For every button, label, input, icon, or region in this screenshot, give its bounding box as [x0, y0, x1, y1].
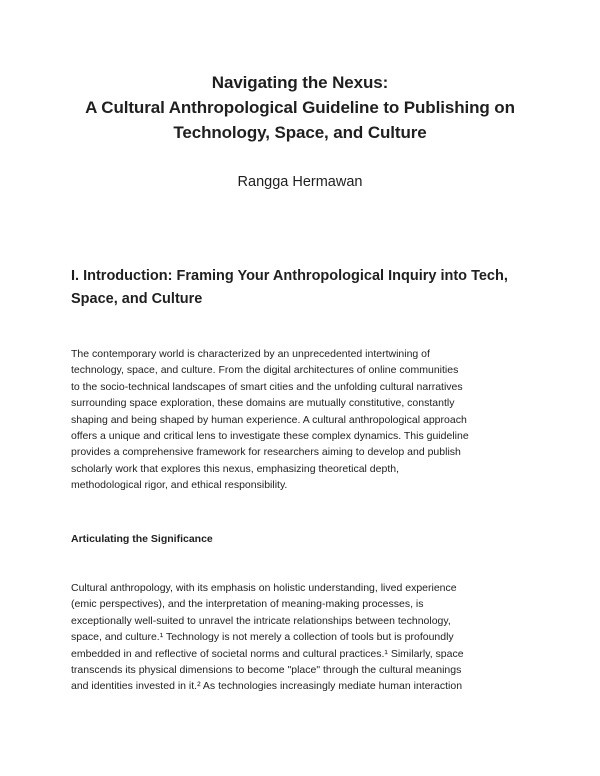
paragraph-line: exceptionally well-suited to unravel the intricate relationships between technology, — [71, 614, 451, 627]
intro-paragraph — [71, 346, 541, 494]
paragraph-line: transcends its physical dimensions to become "place" through the cultural meanings — [71, 664, 462, 677]
section-heading-line: Space, and Culture — [71, 291, 203, 307]
paragraph-line: technology, space, and culture. From the digital architectures of online communities — [71, 364, 459, 377]
paragraph-line: surrounding space exploration, these domains are mutually constitutive, constantly — [71, 397, 455, 410]
paragraph-line: space, and culture.¹ Technology is not merely a collection of tools but is profoundly — [71, 631, 454, 644]
paragraph-line: and identities invested in it.² As technologies increasingly mediate human interaction — [71, 680, 463, 693]
paragraph-line: methodological rigor, and ethical responsibility. — [71, 479, 288, 492]
subsection-heading: Articulating the Significance — [71, 533, 213, 545]
title-line: A Cultural Anthropological Guideline to Publishing on — [85, 98, 515, 117]
section-heading-line: I. Introduction: Framing Your Anthropological Inquiry into Tech, — [71, 268, 508, 284]
paragraph-line: scholarly work that explores this nexus, emphasizing theoretical depth, — [71, 462, 400, 475]
paragraph-line: offers a unique and critical lens to investigate these complex dynamics. This guideline — [71, 430, 469, 443]
paragraph-line: shaping and being shaped by human experience. A cultural anthropological approach — [71, 413, 467, 426]
author-name: Rangga Hermawan — [237, 174, 363, 190]
paragraph-line: Cultural anthropology, with its emphasis on holistic understanding, lived experience — [71, 582, 457, 594]
paragraph-line: provides a comprehensive framework for researchers aiming to develop and publish — [71, 446, 461, 459]
document-title — [40, 70, 560, 145]
paragraph-line: to the socio-technical landscapes of smart cities and the unfolding cultural narratives — [71, 380, 463, 393]
title-line: Technology, Space, and Culture — [173, 123, 427, 142]
paragraph-line: The contemporary world is characterized by an unprecedented intertwining of — [71, 348, 430, 360]
significance-paragraph — [71, 580, 541, 695]
section-heading — [71, 265, 541, 311]
paragraph-line: embedded in and reflective of societal norms and cultural practices.¹ Similarly, space — [71, 647, 464, 660]
title-line: Navigating the Nexus: — [211, 73, 389, 92]
paragraph-line: (emic perspectives), and the interpretation of meaning-making processes, is — [71, 598, 424, 611]
